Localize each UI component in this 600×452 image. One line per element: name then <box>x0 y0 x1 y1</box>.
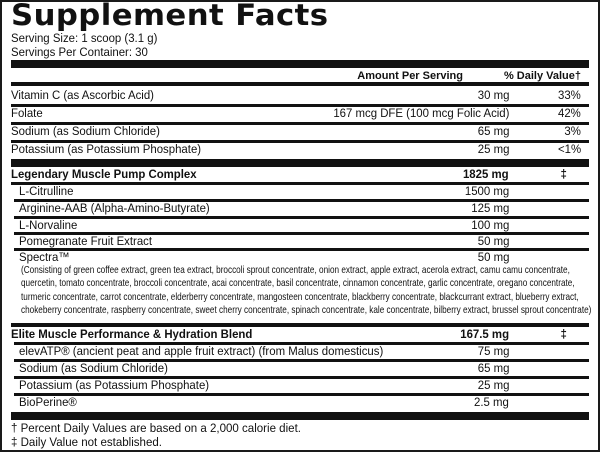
nutrient-name: Potassium (as Potassium Phosphate) <box>11 142 202 156</box>
thick-divider <box>11 412 589 420</box>
ingredient-row <box>11 378 589 393</box>
ingredient-name: Pomegranate Fruit Extract <box>19 234 153 248</box>
nutrient-amount: 167 mcg DFE (100 mcg Folic Acid) <box>332 106 509 120</box>
ingredient-amount: 65 mg <box>477 361 509 375</box>
ingredient-row <box>11 361 589 376</box>
nutrient-dv: 3% <box>564 124 581 138</box>
blend-dv: ‡ <box>560 167 567 181</box>
spectra-description-line: turmeric concentrate, carrot concentrate, elderberry concentrate, mangosteen concentrate, blackberry concentrate, blackcurrant extract, blueberry extract, <box>21 290 579 303</box>
spectra-description <box>21 264 592 317</box>
nutrient-row <box>11 106 589 121</box>
ingredient-row <box>11 218 589 233</box>
servings-per-container: Servings Per Container: 30 <box>11 45 148 59</box>
ingredient-row <box>11 234 589 249</box>
ingredient-amount: 125 mg <box>470 201 509 215</box>
spectra-description-line: chokeberry concentrate, raspberry concentrate, sweet cherry concentrate, spinach concentrate, kale concentrate, bilberry extract, brussel sprout concentrate) <box>21 303 592 316</box>
ingredient-row <box>11 184 589 199</box>
ingredient-name: L-Norvaline <box>19 218 78 232</box>
serving-size: Serving Size: 1 scoop (3.1 g) <box>11 31 158 45</box>
nutrient-amount: 30 mg <box>477 88 509 102</box>
daily-value-header: % Daily Value† <box>503 70 581 82</box>
blend-dv: ‡ <box>560 327 567 341</box>
nutrient-amount: 25 mg <box>477 142 509 156</box>
ingredient-row <box>11 395 589 410</box>
nutrient-dv: <1% <box>557 142 581 156</box>
header-divider <box>11 82 589 86</box>
ingredient-name: Arginine-AAB (Alpha-Amino-Butyrate) <box>19 201 210 215</box>
thick-divider <box>11 159 589 167</box>
ingredient-name: Potassium (as Potassium Phosphate) <box>19 378 210 392</box>
ingredient-amount: 50 mg <box>477 234 509 248</box>
ingredient-name: BioPerine® <box>19 395 77 409</box>
nutrient-amount: 65 mg <box>477 124 509 138</box>
ingredient-amount: 100 mg <box>470 218 509 232</box>
ingredient-name: Spectra™ <box>19 250 70 264</box>
ingredient-amount: 75 mg <box>477 344 509 358</box>
spectra-description-line: quercetin, tomato concentrate, broccoli concentrate, acai concentrate, basil concentrate, cinnamon concentrate, garlic concentrate, oregano concentrate, <box>21 277 575 290</box>
ingredient-amount: 50 mg <box>477 250 509 264</box>
blend-amount: 167.5 mg <box>460 327 509 341</box>
nutrient-row <box>11 142 589 157</box>
ingredient-name: L-Citrulline <box>19 184 74 198</box>
nutrient-name: Vitamin C (as Ascorbic Acid) <box>11 88 154 102</box>
ingredient-name: Sodium (as Sodium Chloride) <box>19 361 168 375</box>
blend-amount: 1825 mg <box>463 167 509 181</box>
blend-row-legendary-muscle-pump <box>11 167 589 182</box>
thick-divider <box>11 60 589 68</box>
blend-name: Legendary Muscle Pump Complex <box>11 167 197 181</box>
blend-name: Elite Muscle Performance & Hydration Blend <box>11 327 253 341</box>
blend-row-elite-muscle-performance <box>11 327 589 342</box>
nutrient-row <box>11 124 589 139</box>
ingredient-name: elevATP® (ancient peat and apple fruit extract) (from Malus domesticus) <box>19 344 384 358</box>
amount-per-serving-header: Amount Per Serving <box>357 70 463 82</box>
nutrient-name: Sodium (as Sodium Chloride) <box>11 124 160 138</box>
footnote-double-dagger: ‡ Daily Value not established. <box>11 435 162 449</box>
nutrient-dv: 33% <box>558 88 581 102</box>
nutrient-name: Folate <box>11 106 43 120</box>
panel-title: Supplement Facts <box>11 0 329 32</box>
nutrient-dv: 42% <box>558 106 581 120</box>
nutrient-row <box>11 88 589 103</box>
footnote-dagger: † Percent Daily Values are based on a 2,000 calorie diet. <box>11 421 301 435</box>
ingredient-amount: 25 mg <box>477 378 509 392</box>
ingredient-amount: 2.5 mg <box>474 395 509 409</box>
ingredient-amount: 1500 mg <box>464 184 509 198</box>
spectra-description-line: (Consisting of green coffee extract, green tea extract, broccoli sprout concentrate, onion extract, apple extract, acerola extract, camu camu concentrate, <box>21 264 570 276</box>
ingredient-row <box>11 250 589 265</box>
ingredient-row <box>11 201 589 216</box>
ingredient-row <box>11 344 589 359</box>
